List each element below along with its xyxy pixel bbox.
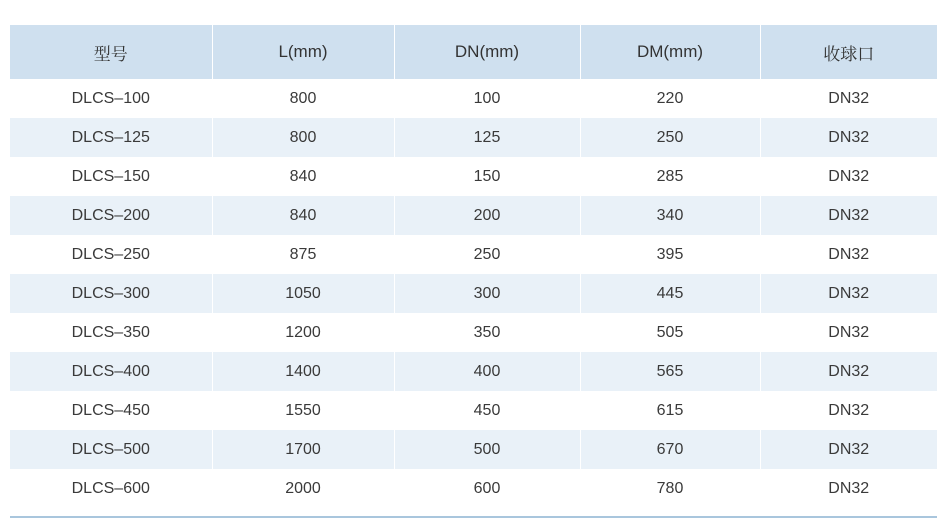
cell-dn: 450 — [394, 391, 580, 430]
cell-dm: 220 — [580, 79, 760, 118]
cell-ball-receiver: DN32 — [760, 79, 937, 118]
cell-model: DLCS–300 — [10, 274, 212, 313]
table-row — [10, 352, 937, 391]
table-row — [10, 469, 937, 508]
cell-dm: 445 — [580, 274, 760, 313]
cell-dm: 505 — [580, 313, 760, 352]
cell-dn: 200 — [394, 196, 580, 235]
table-row — [10, 118, 937, 157]
table-header-row — [10, 25, 937, 80]
cell-length: 1200 — [212, 313, 394, 352]
cell-dn: 500 — [394, 430, 580, 469]
cell-length: 1700 — [212, 430, 394, 469]
specification-table — [10, 24, 937, 508]
cell-dn: 125 — [394, 118, 580, 157]
column-header-length: L(mm) — [212, 25, 394, 80]
cell-length: 1550 — [212, 391, 394, 430]
cell-model: DLCS–600 — [10, 469, 212, 508]
cell-dn: 250 — [394, 235, 580, 274]
cell-model: DLCS–400 — [10, 352, 212, 391]
table-header — [10, 25, 937, 80]
cell-length: 840 — [212, 157, 394, 196]
cell-length: 800 — [212, 118, 394, 157]
cell-ball-receiver: DN32 — [760, 391, 937, 430]
cell-ball-receiver: DN32 — [760, 235, 937, 274]
cell-dm: 565 — [580, 352, 760, 391]
cell-model: DLCS–100 — [10, 79, 212, 118]
table-body — [10, 79, 937, 508]
cell-dn: 100 — [394, 79, 580, 118]
cell-dn: 400 — [394, 352, 580, 391]
cell-model: DLCS–150 — [10, 157, 212, 196]
cell-dm: 340 — [580, 196, 760, 235]
cell-length: 1050 — [212, 274, 394, 313]
cell-dm: 670 — [580, 430, 760, 469]
cell-length: 2000 — [212, 469, 394, 508]
table-row — [10, 313, 937, 352]
cell-ball-receiver: DN32 — [760, 352, 937, 391]
cell-length: 1400 — [212, 352, 394, 391]
cell-dn: 300 — [394, 274, 580, 313]
table-row — [10, 196, 937, 235]
cell-model: DLCS–250 — [10, 235, 212, 274]
column-header-dn: DN(mm) — [394, 25, 580, 80]
cell-length: 840 — [212, 196, 394, 235]
cell-model: DLCS–125 — [10, 118, 212, 157]
cell-ball-receiver: DN32 — [760, 430, 937, 469]
cell-dm: 250 — [580, 118, 760, 157]
cell-dm: 285 — [580, 157, 760, 196]
cell-dm: 780 — [580, 469, 760, 508]
cell-ball-receiver: DN32 — [760, 313, 937, 352]
cell-ball-receiver: DN32 — [760, 274, 937, 313]
cell-dn: 600 — [394, 469, 580, 508]
cell-model: DLCS–350 — [10, 313, 212, 352]
table-row — [10, 79, 937, 118]
table-row — [10, 235, 937, 274]
column-header-model: 型号 — [10, 25, 212, 80]
column-header-ball-receiver: 收球口 — [760, 25, 937, 80]
cell-model: DLCS–450 — [10, 391, 212, 430]
table-row — [10, 430, 937, 469]
cell-ball-receiver: DN32 — [760, 196, 937, 235]
cell-ball-receiver: DN32 — [760, 157, 937, 196]
table-row — [10, 157, 937, 196]
cell-dn: 350 — [394, 313, 580, 352]
cell-dn: 150 — [394, 157, 580, 196]
cell-length: 875 — [212, 235, 394, 274]
column-header-dm: DM(mm) — [580, 25, 760, 80]
table-row — [10, 274, 937, 313]
cell-ball-receiver: DN32 — [760, 118, 937, 157]
cell-length: 800 — [212, 79, 394, 118]
cell-model: DLCS–500 — [10, 430, 212, 469]
cell-dm: 395 — [580, 235, 760, 274]
table-row — [10, 391, 937, 430]
cell-model: DLCS–200 — [10, 196, 212, 235]
cell-dm: 615 — [580, 391, 760, 430]
cell-ball-receiver: DN32 — [760, 469, 937, 508]
